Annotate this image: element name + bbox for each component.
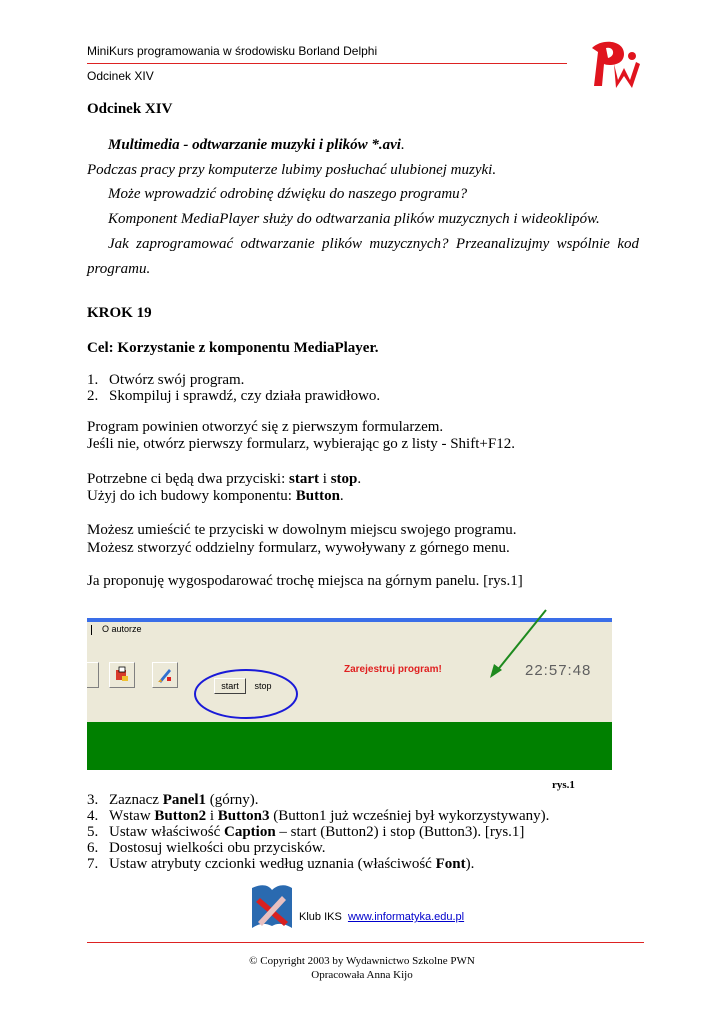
list-item: 2. Skompiluj i sprawdź, czy działa prawidłowo. bbox=[87, 388, 381, 404]
body-l2: Jeśli nie, otwórz pierwszy formularz, wybierając go z listy - Shift+F12. bbox=[87, 436, 515, 452]
green-arrow-icon bbox=[486, 608, 550, 682]
list-item: 7. Ustaw atrybuty czcionki według uznania (właściwość Font). bbox=[87, 856, 475, 872]
topic-end: . bbox=[400, 137, 405, 153]
figure-caption: rys.1 bbox=[552, 779, 575, 791]
club-url-link[interactable]: www.informatyka.edu.pl bbox=[347, 911, 465, 923]
episode-label: Odcinek XIV bbox=[87, 69, 154, 83]
clock-display: 22:57:48 bbox=[525, 662, 592, 679]
menu-item-about: O autorze bbox=[91, 624, 142, 635]
paint-icon bbox=[153, 663, 177, 687]
club-iks-logo bbox=[248, 882, 294, 932]
list-first-steps bbox=[87, 372, 380, 404]
section-heading: Odcinek XIV bbox=[87, 101, 173, 117]
intro-p4b: programu. bbox=[87, 261, 151, 277]
register-label: Zarejestruj program! bbox=[344, 664, 442, 675]
step-title: KROK 19 bbox=[87, 305, 152, 321]
copyright: © Copyright 2003 by Wydawnictwo Szkolne PWN bbox=[249, 955, 475, 967]
print-icon bbox=[110, 663, 134, 687]
list-item: 3. Zaznacz Panel1 (górny). bbox=[87, 792, 259, 808]
highlight-ellipse bbox=[191, 666, 301, 722]
author-credit: Opracowała Anna Kijo bbox=[311, 969, 413, 981]
list-item: 5. Ustaw właściwość Caption – start (Button2) i stop (Button3). [rys.1] bbox=[87, 824, 525, 840]
topic-title: Multimedia - odtwarzanie muzyki i plików *.avi bbox=[108, 137, 401, 153]
publisher-logo bbox=[584, 34, 644, 94]
intro-p1: Podczas pracy przy komputerze lubimy posłuchać ulubionej muzyki. bbox=[87, 162, 497, 178]
body-l7: Ja proponuję wygospodarować trochę miejsca na górnym panelu. [rys.1] bbox=[87, 573, 523, 589]
toolbar-button-print[interactable] bbox=[109, 662, 135, 688]
list-item: 6. Dostosuj wielkości obu przycisków. bbox=[87, 840, 326, 856]
toolbar-button-partial[interactable] bbox=[87, 662, 99, 688]
green-panel bbox=[87, 722, 612, 770]
header-rule bbox=[87, 63, 567, 64]
club-label: Klub IKS www.informatyka.edu.pl bbox=[299, 911, 465, 923]
list-steps bbox=[87, 792, 549, 872]
body-l5: Możesz umieścić te przyciski w dowolnym miejscu swojego programu. bbox=[87, 522, 517, 538]
footer-rule bbox=[87, 942, 644, 943]
course-title: MiniKurs programowania w środowisku Borland Delphi bbox=[87, 44, 378, 58]
intro-p4a: Jak zaprogramować odtwarzanie plików muzycznych? Przeanalizujmy wspólnie kod bbox=[108, 236, 639, 252]
body-l3: Potrzebne ci będą dwa przyciski: start i stop. bbox=[87, 471, 362, 487]
toolbar-button-paint[interactable] bbox=[152, 662, 178, 688]
intro-p3: Komponent MediaPlayer służy do odtwarzania plików muzycznych i wideoklipów. bbox=[108, 211, 600, 227]
body-l4: Użyj do ich budowy komponentu: Button. bbox=[87, 488, 344, 504]
start-button[interactable]: start bbox=[214, 678, 246, 694]
body-l1: Program powinien otworzyć się z pierwszym formularzem. bbox=[87, 419, 444, 435]
list-item: 4. Wstaw Button2 i Button3 (Button1 już wcześniej był wykorzystywany). bbox=[87, 808, 550, 824]
body-l6: Możesz stworzyć oddzielny formularz, wywoływany z górnego menu. bbox=[87, 540, 510, 556]
step-goal: Cel: Korzystanie z komponentu MediaPlayer. bbox=[87, 340, 379, 356]
topic-line bbox=[108, 137, 405, 154]
stop-button[interactable]: stop bbox=[254, 681, 272, 691]
list-item: 1. Otwórz swój program. bbox=[87, 372, 245, 388]
intro-p2: Może wprowadzić odrobinę dźwięku do naszego programu? bbox=[108, 186, 468, 202]
